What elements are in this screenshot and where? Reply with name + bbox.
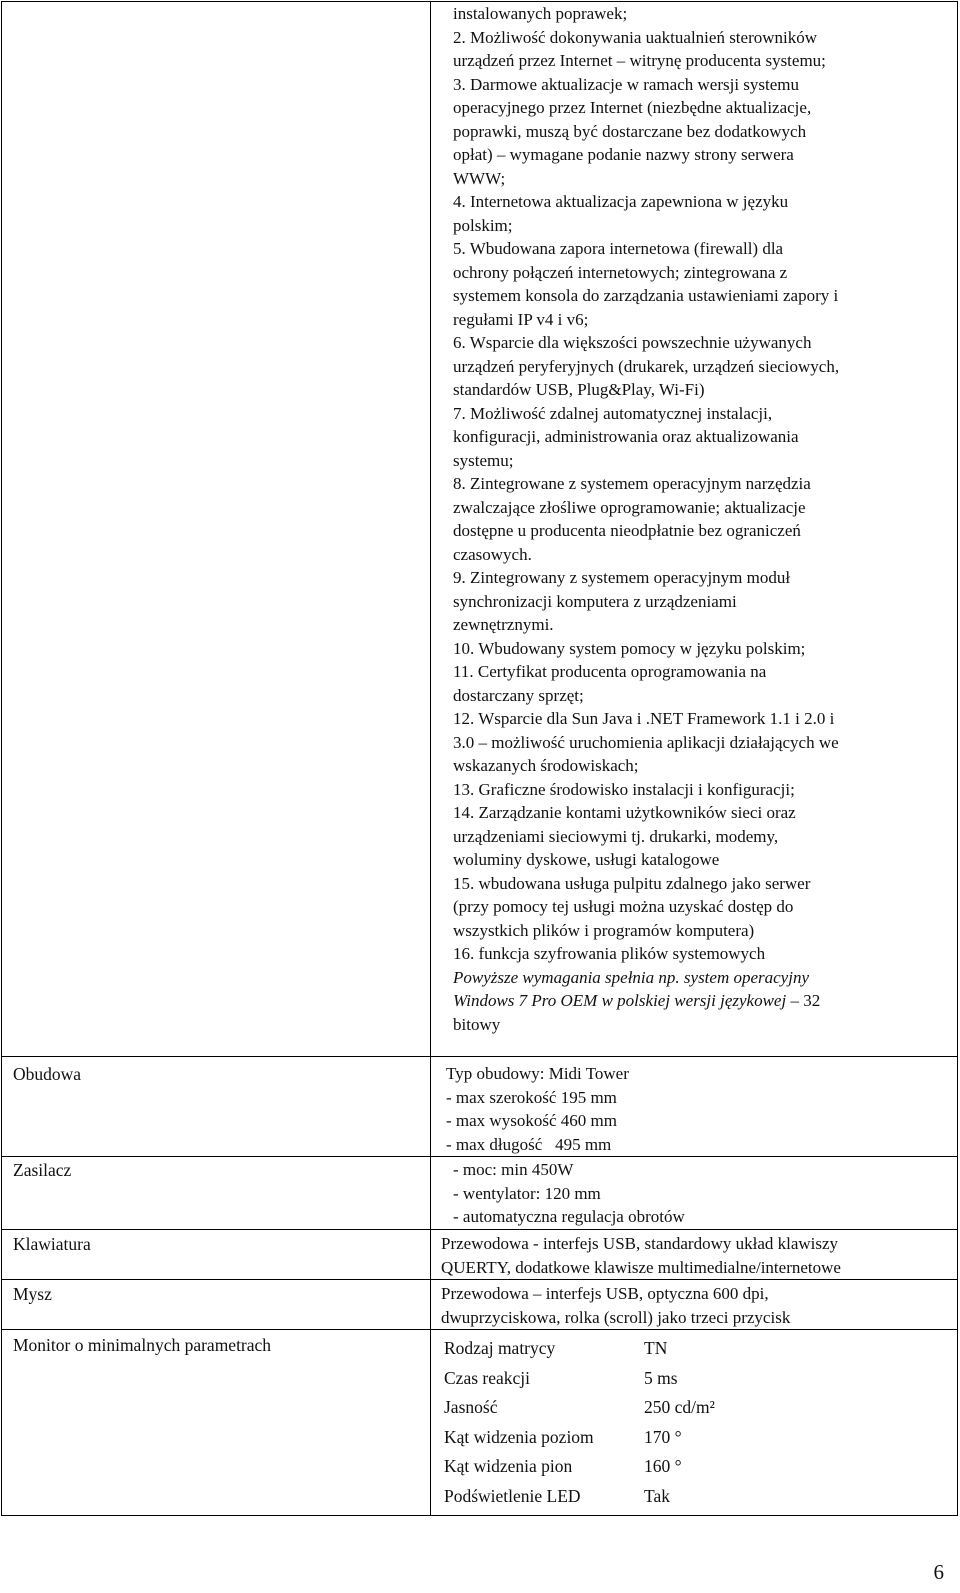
- table-row: [444, 1423, 715, 1453]
- table-row: [2, 1057, 958, 1157]
- table-row: [444, 1364, 715, 1394]
- requirement-line: 11. Certyfikat producenta oprogramowania na: [453, 662, 767, 681]
- spec-line: - max wysokość 460 mm: [446, 1111, 617, 1130]
- table-row: [2, 1330, 958, 1516]
- obudowa-spec: [431, 1057, 957, 1156]
- row-label-obudowa: Obudowa: [13, 1064, 82, 1084]
- spec-line: QUERTY, dodatkowe klawisze multimedialne/internetowe: [441, 1257, 841, 1277]
- requirement-line: wskazanych środowiskach;: [453, 756, 639, 775]
- requirement-line: wszystkich plików i programów komputera): [453, 920, 755, 940]
- requirement-line: 15. wbudowana usługa pulpitu zdalnego jako serwer: [453, 873, 811, 893]
- requirement-line: opłat) – wymagane podanie nazwy strony serwera: [453, 145, 794, 164]
- requirement-line: dostarczany sprzęt;: [453, 685, 584, 705]
- param-name: Podświetlenie LED: [444, 1485, 581, 1506]
- row-label-zasilacz: Zasilacz: [13, 1160, 72, 1180]
- specification-table: [1, 1, 958, 1516]
- example-note-line: Powyższe wymagania spełnia np. system operacyjny: [453, 967, 809, 987]
- example-note-line: bitowy: [453, 1014, 501, 1034]
- requirement-line: WWW;: [453, 168, 506, 188]
- requirement-line: konfiguracji, administrowania oraz aktualizowania: [453, 427, 799, 446]
- table-row: [444, 1393, 715, 1423]
- table-row: [2, 1280, 958, 1330]
- requirement-line: 12. Wsparcie dla Sun Java i .NET Framework 1.1 i 2.0 i: [453, 709, 835, 728]
- monitor-params-table: [444, 1334, 715, 1511]
- os-bitness: – 32: [786, 991, 821, 1010]
- table-row: [2, 2, 958, 1057]
- requirement-line: 2. Możliwość dokonywania uaktualnień sterowników: [453, 27, 818, 47]
- requirement-line: systemem konsola do zarządzania ustawieniami zapory i: [453, 286, 839, 305]
- param-name: Czas reakcji: [444, 1367, 530, 1388]
- os-requirements-text: [431, 2, 957, 1036]
- row-label-klawiatura: Klawiatura: [13, 1234, 91, 1254]
- requirement-line: woluminy dyskowe, usługi katalogowe: [453, 850, 720, 869]
- param-value: 5 ms: [644, 1367, 678, 1388]
- row-label-monitor: Monitor o minimalnych parametrach: [13, 1335, 272, 1355]
- requirement-line: czasowych.: [453, 544, 532, 564]
- requirement-line: urządzeniami sieciowymi tj. drukarki, modemy,: [453, 826, 779, 846]
- requirement-line: zwalczające złośliwe oprogramowanie; aktualizacje: [453, 497, 806, 517]
- param-name: Kąt widzenia poziom: [444, 1426, 594, 1447]
- requirement-line: ochrony połączeń internetowych; zintegrowana z: [453, 262, 788, 282]
- requirement-line: 7. Możliwość zdalnej automatycznej instalacji,: [453, 403, 773, 423]
- requirement-line: 4. Internetowa aktualizacja zapewniona w języku: [453, 192, 789, 211]
- example-note-line: [453, 989, 953, 1013]
- requirement-line: 13. Graficzne środowisko instalacji i konfiguracji;: [453, 779, 795, 799]
- requirement-line: 9. Zintegrowany z systemem operacyjnym moduł: [453, 568, 791, 587]
- requirement-line: instalowanych poprawek;: [453, 4, 628, 23]
- requirement-line: synchronizacji komputera z urządzeniami: [453, 591, 737, 611]
- table-row: [2, 1230, 958, 1280]
- table-row: [444, 1452, 715, 1482]
- left-cell-empty: [2, 2, 431, 1057]
- param-name: Rodzaj matrycy: [444, 1338, 556, 1358]
- spec-line: Przewodowa – interfejs USB, optyczna 600 dpi,: [441, 1284, 769, 1303]
- requirement-line: poprawki, muszą być dostarczane bez dodatkowych: [453, 121, 807, 141]
- requirement-line: (przy pomocy tej usługi można uzyskać dostęp do: [453, 897, 794, 916]
- requirement-line: polskim;: [453, 215, 513, 235]
- requirement-line: urządzeń przez Internet – witrynę producenta systemu;: [453, 51, 826, 70]
- table-row: [2, 1157, 958, 1230]
- spec-line: dwuprzyciskowa, rolka (scroll) jako trzeci przycisk: [441, 1307, 791, 1327]
- table-row: [444, 1482, 715, 1512]
- requirement-line: systemu;: [453, 450, 514, 470]
- param-value: 250 cd/m²: [644, 1397, 715, 1417]
- requirement-line: 16. funkcja szyfrowania plików systemowych: [453, 944, 766, 963]
- zasilacz-spec: [431, 1157, 957, 1229]
- requirement-line: 8. Zintegrowane z systemem operacyjnym narzędzia: [453, 474, 811, 493]
- requirement-line: operacyjnego przez Internet (niezbędne aktualizacje,: [453, 98, 812, 117]
- spec-line: Przewodowa - interfejs USB, standardowy układ klawiszy: [441, 1234, 839, 1253]
- spec-line: - max szerokość 195 mm: [446, 1087, 617, 1107]
- requirement-line: standardów USB, Plug&Play, Wi-Fi): [453, 380, 705, 399]
- param-value: 170 °: [644, 1426, 682, 1447]
- mysz-spec: [431, 1280, 957, 1329]
- param-value: Tak: [644, 1485, 670, 1506]
- spec-line: - wentylator: 120 mm: [453, 1183, 601, 1203]
- requirement-line: 6. Wsparcie dla większości powszechnie używanych: [453, 333, 812, 352]
- spec-line: - automatyczna regulacja obrotów: [453, 1207, 685, 1226]
- table-row: [444, 1334, 715, 1364]
- requirement-line: 10. Wbudowany system pomocy w języku polskim;: [453, 638, 806, 658]
- param-value: 160 °: [644, 1456, 682, 1476]
- os-product-name: Windows 7 Pro OEM w polskiej wersji językowej: [453, 991, 787, 1010]
- requirement-line: zewnętrznymi.: [453, 615, 554, 634]
- param-value: TN: [644, 1338, 668, 1358]
- monitor-spec: [431, 1330, 957, 1515]
- requirement-line: urządzeń peryferyjnych (drukarek, urządzeń sieciowych,: [453, 356, 840, 376]
- os-requirements-cell: [431, 2, 958, 1057]
- row-label-mysz: Mysz: [13, 1284, 52, 1304]
- param-name: Kąt widzenia pion: [444, 1456, 573, 1476]
- klawiatura-spec: [431, 1230, 957, 1279]
- spec-line: - max długość 495 mm: [446, 1134, 612, 1154]
- spec-line: - moc: min 450W: [453, 1160, 574, 1179]
- requirement-line: 3. Darmowe aktualizacje w ramach wersji systemu: [453, 74, 800, 94]
- requirement-line: 5. Wbudowana zapora internetowa (firewall) dla: [453, 239, 784, 258]
- requirement-line: 14. Zarządzanie kontami użytkowników sieci oraz: [453, 803, 796, 822]
- requirement-line: regułami IP v4 i v6;: [453, 309, 589, 329]
- param-name: Jasność: [444, 1397, 498, 1417]
- requirement-line: dostępne u producenta nieodpłatnie bez ograniczeń: [453, 521, 801, 540]
- page-number: 6: [933, 1560, 944, 1584]
- requirement-line: 3.0 – możliwość uruchomienia aplikacji działających we: [453, 732, 839, 752]
- spec-line: Typ obudowy: Midi Tower: [446, 1064, 629, 1083]
